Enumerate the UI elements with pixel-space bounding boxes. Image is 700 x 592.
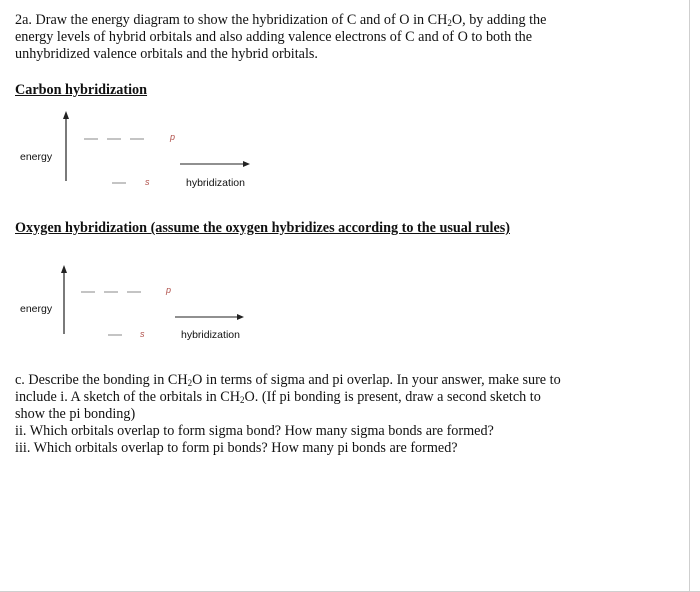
question-2a-line-3: unhybridized valence orbitals and the hybrid orbitals. xyxy=(15,46,318,62)
question-c-ii: ii. Which orbitals overlap to form sigma bond? How many sigma bonds are formed? xyxy=(15,423,494,439)
carbon-hybridization-label: hybridization xyxy=(186,177,245,189)
question-c-line-2: include i. A sketch of the orbitals in $CH_2O$. (If pi bonding is present, draw a second sketch to xyxy=(15,389,541,405)
carbon-diagram xyxy=(63,111,250,183)
oxygen-energy-label: energy xyxy=(20,303,53,315)
oxygen-hybridization-label: hybridization xyxy=(181,329,240,341)
carbon-energy-axis-arrowhead xyxy=(63,111,69,119)
question-c xyxy=(15,372,675,457)
carbon-heading: Carbon hybridization xyxy=(15,82,148,98)
carbon-energy-label: energy xyxy=(20,151,53,163)
oxygen-hybridization-arrowhead xyxy=(237,314,244,320)
carbon-s-label: s xyxy=(145,177,150,187)
question-2a-line-1: 2a. Draw the energy diagram to show the hybridization of C and of O in $CH_2O$, by adding the xyxy=(15,12,547,28)
question-c-iii: iii. Which orbitals overlap to form pi bonds? How many pi bonds are formed? xyxy=(15,440,458,456)
oxygen-diagram xyxy=(61,265,244,335)
carbon-hybridization-arrowhead xyxy=(243,161,250,167)
oxygen-energy-axis-arrowhead xyxy=(61,265,67,273)
question-c-line-3: show the pi bonding) xyxy=(15,406,136,422)
oxygen-s-label: s xyxy=(140,329,145,339)
carbon-p-label: p xyxy=(170,132,176,142)
question-2a-line-2: energy levels of hybrid orbitals and also adding valence electrons of C and of O to both the xyxy=(15,29,533,45)
oxygen-heading: Oxygen hybridization (assume the oxygen hybridizes according to the usual rules) xyxy=(15,220,510,236)
question-c-line-1: c. Describe the bonding in $CH_2O$ in terms of sigma and pi overlap. In your answer, make sure to xyxy=(15,372,561,388)
oxygen-p-label: p xyxy=(166,285,172,295)
